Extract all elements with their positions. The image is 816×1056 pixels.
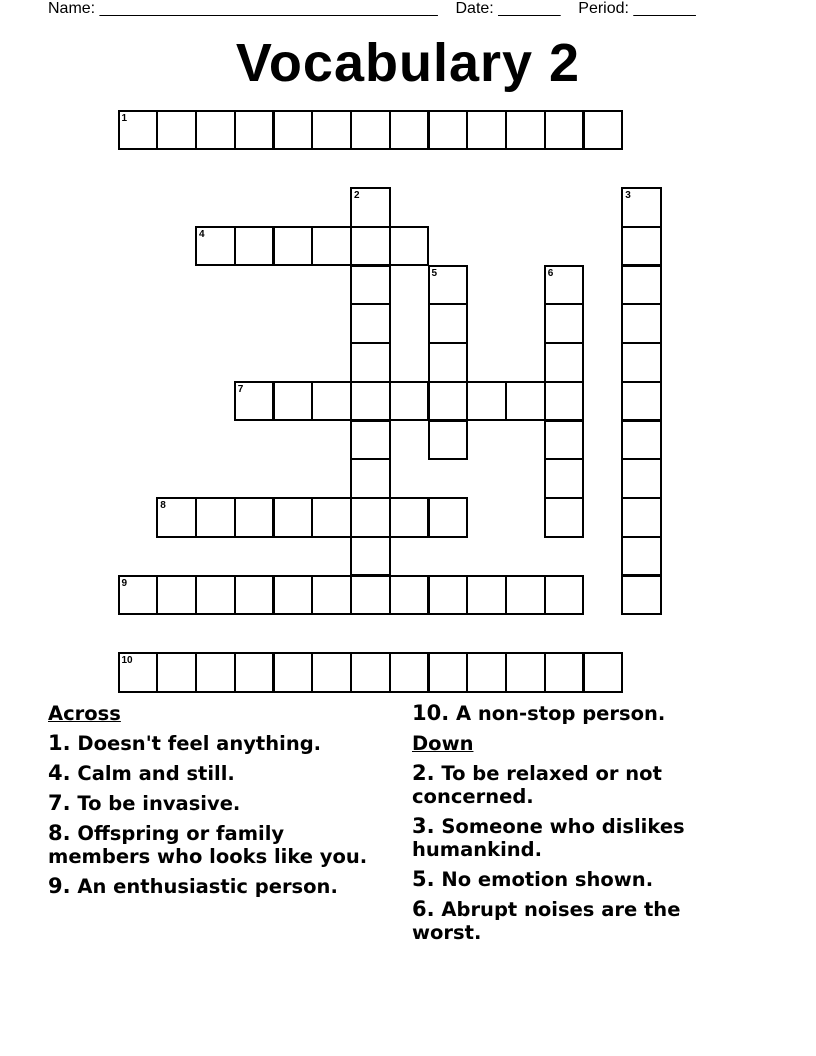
- clue-across-4: [48, 762, 378, 785]
- crossword-cell[interactable]: [428, 303, 469, 344]
- crossword-cell[interactable]: [583, 652, 624, 693]
- clue-across-10: [412, 702, 742, 725]
- crossword-cell[interactable]: [273, 652, 314, 693]
- crossword-cell[interactable]: [428, 110, 469, 151]
- clue-number: 1.: [48, 731, 71, 755]
- crossword-cell[interactable]: [311, 226, 352, 267]
- crossword-cell[interactable]: [621, 536, 662, 577]
- crossword-cell[interactable]: [350, 536, 391, 577]
- crossword-cell[interactable]: [505, 381, 546, 422]
- crossword-cell[interactable]: [234, 381, 275, 422]
- crossword-cell[interactable]: [350, 226, 391, 267]
- crossword-cell[interactable]: [350, 187, 391, 228]
- crossword-cell[interactable]: [350, 342, 391, 383]
- crossword-cell[interactable]: [350, 575, 391, 616]
- crossword-cell[interactable]: [428, 497, 469, 538]
- clue-number-label: 10: [121, 655, 133, 666]
- crossword-cell[interactable]: [273, 575, 314, 616]
- date-blank[interactable]: _______: [498, 0, 561, 17]
- crossword-cell[interactable]: [350, 458, 391, 499]
- clue-number-label: 3: [625, 190, 631, 201]
- student-info-header: [48, 0, 696, 18]
- crossword-cell[interactable]: [234, 575, 275, 616]
- crossword-cell[interactable]: [118, 575, 159, 616]
- date-label: Date:: [455, 0, 494, 17]
- crossword-cell[interactable]: [621, 420, 662, 461]
- crossword-cell[interactable]: [544, 303, 585, 344]
- clue-down-2: [412, 762, 742, 808]
- clue-across-9: [48, 875, 378, 898]
- clue-number-label: 2: [354, 190, 360, 201]
- crossword-cell[interactable]: [544, 497, 585, 538]
- clue-across-1: [48, 732, 378, 755]
- crossword-cell[interactable]: [389, 497, 430, 538]
- clue-down-3: [412, 815, 742, 861]
- page-title: Vocabulary 2: [235, 33, 581, 93]
- clue-number: 3.: [412, 814, 435, 838]
- crossword-cell[interactable]: [544, 420, 585, 461]
- clue-number-label: 9: [121, 577, 128, 589]
- clue-across-7: [48, 792, 378, 815]
- clue-text: An enthusiastic person.: [77, 875, 338, 898]
- crossword-cell[interactable]: [505, 110, 546, 151]
- crossword-cell[interactable]: [195, 110, 236, 151]
- crossword-cell[interactable]: [234, 652, 275, 693]
- crossword-cell[interactable]: [234, 110, 275, 151]
- crossword-cell[interactable]: [311, 497, 352, 538]
- crossword-cell[interactable]: [621, 187, 662, 228]
- name-label: Name:: [48, 0, 96, 17]
- clue-number-label: 5: [431, 267, 438, 279]
- crossword-cell[interactable]: [389, 381, 430, 422]
- clue-text: Doesn't feel anything.: [77, 732, 322, 755]
- crossword-cell[interactable]: [621, 575, 662, 616]
- crossword-cell[interactable]: [389, 110, 430, 151]
- clue-number: 4.: [48, 761, 71, 785]
- crossword-cell[interactable]: [156, 575, 197, 616]
- crossword-cell[interactable]: [273, 381, 314, 422]
- crossword-cell[interactable]: [350, 652, 391, 693]
- crossword-cell[interactable]: [273, 226, 314, 267]
- clue-number: 8.: [48, 821, 71, 845]
- crossword-cell[interactable]: [273, 110, 314, 151]
- crossword-cell[interactable]: [118, 652, 159, 693]
- crossword-cell[interactable]: [234, 226, 275, 267]
- clue-number-label: 8: [160, 500, 166, 511]
- crossword-cell[interactable]: [621, 265, 662, 306]
- clue-across-8: [48, 822, 378, 868]
- clue-number-label: 7: [237, 383, 244, 395]
- clue-text: Abrupt noises are the worst.: [412, 898, 681, 944]
- crossword-cell[interactable]: [428, 342, 469, 383]
- name-blank[interactable]: ______________________________________: [99, 0, 438, 17]
- clue-number: 2.: [412, 761, 435, 785]
- crossword-cell[interactable]: [621, 497, 662, 538]
- crossword-cell[interactable]: [428, 381, 469, 422]
- crossword-cell[interactable]: [350, 303, 391, 344]
- across-clue-list: [48, 732, 378, 898]
- crossword-cell[interactable]: [273, 497, 314, 538]
- crossword-cell[interactable]: [350, 265, 391, 306]
- crossword-cell[interactable]: [505, 652, 546, 693]
- clue-number: 7.: [48, 791, 71, 815]
- clue-text: Someone who dislikes humankind.: [412, 815, 685, 861]
- clue-text: To be invasive.: [77, 792, 241, 815]
- clue-number: 6.: [412, 897, 435, 921]
- crossword-cell[interactable]: [544, 381, 585, 422]
- crossword-cell[interactable]: [428, 265, 469, 306]
- clue-text: To be relaxed or not concerned.: [412, 762, 662, 808]
- crossword-cell[interactable]: [350, 381, 391, 422]
- clue-number-label: 6: [547, 267, 554, 279]
- crossword-cell[interactable]: [621, 458, 662, 499]
- crossword-cell[interactable]: [544, 110, 585, 151]
- clue-text: Offspring or family members who looks like you.: [48, 822, 368, 868]
- crossword-cell[interactable]: [466, 652, 507, 693]
- crossword-cell[interactable]: [156, 110, 197, 151]
- clue-text: A non-stop person.: [456, 702, 666, 725]
- across-heading: Across: [48, 702, 121, 725]
- clues-right-column: [412, 702, 742, 951]
- period-blank[interactable]: _______: [633, 0, 696, 17]
- crossword-cell[interactable]: [428, 420, 469, 461]
- down-heading: Down: [412, 732, 474, 755]
- clue-number-label: 4: [199, 228, 205, 240]
- period-label: Period:: [578, 0, 629, 17]
- crossword-cell[interactable]: [156, 497, 197, 538]
- crossword-cell[interactable]: [195, 575, 236, 616]
- crossword-cell[interactable]: [311, 110, 352, 151]
- clue-number: 9.: [48, 874, 71, 898]
- crossword-cell[interactable]: [389, 652, 430, 693]
- crossword-cell[interactable]: [621, 226, 662, 267]
- crossword-cell[interactable]: [311, 381, 352, 422]
- crossword-cell[interactable]: [544, 652, 585, 693]
- down-clue-list: [412, 762, 742, 944]
- crossword-cell[interactable]: [350, 110, 391, 151]
- crossword-cell[interactable]: [234, 497, 275, 538]
- crossword-cell[interactable]: [505, 575, 546, 616]
- crossword-cell[interactable]: [621, 381, 662, 422]
- clue-text: No emotion shown.: [441, 868, 654, 891]
- crossword-cell[interactable]: [389, 226, 430, 267]
- clue-text: Calm and still.: [77, 762, 235, 785]
- crossword-cell[interactable]: [583, 110, 624, 151]
- crossword-cell[interactable]: [466, 381, 507, 422]
- crossword-cell[interactable]: [544, 458, 585, 499]
- crossword-cell[interactable]: [466, 110, 507, 151]
- clues-left-column: [48, 702, 378, 905]
- crossword-cell[interactable]: [428, 575, 469, 616]
- crossword-cell[interactable]: [311, 575, 352, 616]
- clue-number: 10.: [412, 701, 450, 725]
- crossword-cell[interactable]: [389, 575, 430, 616]
- crossword-cell[interactable]: [544, 575, 585, 616]
- crossword-cell[interactable]: [621, 303, 662, 344]
- clue-down-5: [412, 868, 742, 891]
- crossword-cell[interactable]: [544, 342, 585, 383]
- crossword-cell[interactable]: [195, 497, 236, 538]
- crossword-cell[interactable]: [118, 110, 159, 151]
- crossword-cell[interactable]: [195, 652, 236, 693]
- crossword-cell[interactable]: [621, 342, 662, 383]
- crossword-cell[interactable]: [156, 652, 197, 693]
- crossword-cell[interactable]: [466, 575, 507, 616]
- crossword-cell[interactable]: [428, 652, 469, 693]
- crossword-cell[interactable]: [350, 497, 391, 538]
- clue-number-label: 1: [121, 112, 128, 124]
- crossword-cell[interactable]: [544, 265, 585, 306]
- crossword-cell[interactable]: [311, 652, 352, 693]
- clue-down-6: [412, 898, 742, 944]
- crossword-cell[interactable]: [350, 420, 391, 461]
- clue-number: 5.: [412, 867, 435, 891]
- crossword-cell[interactable]: [195, 226, 236, 267]
